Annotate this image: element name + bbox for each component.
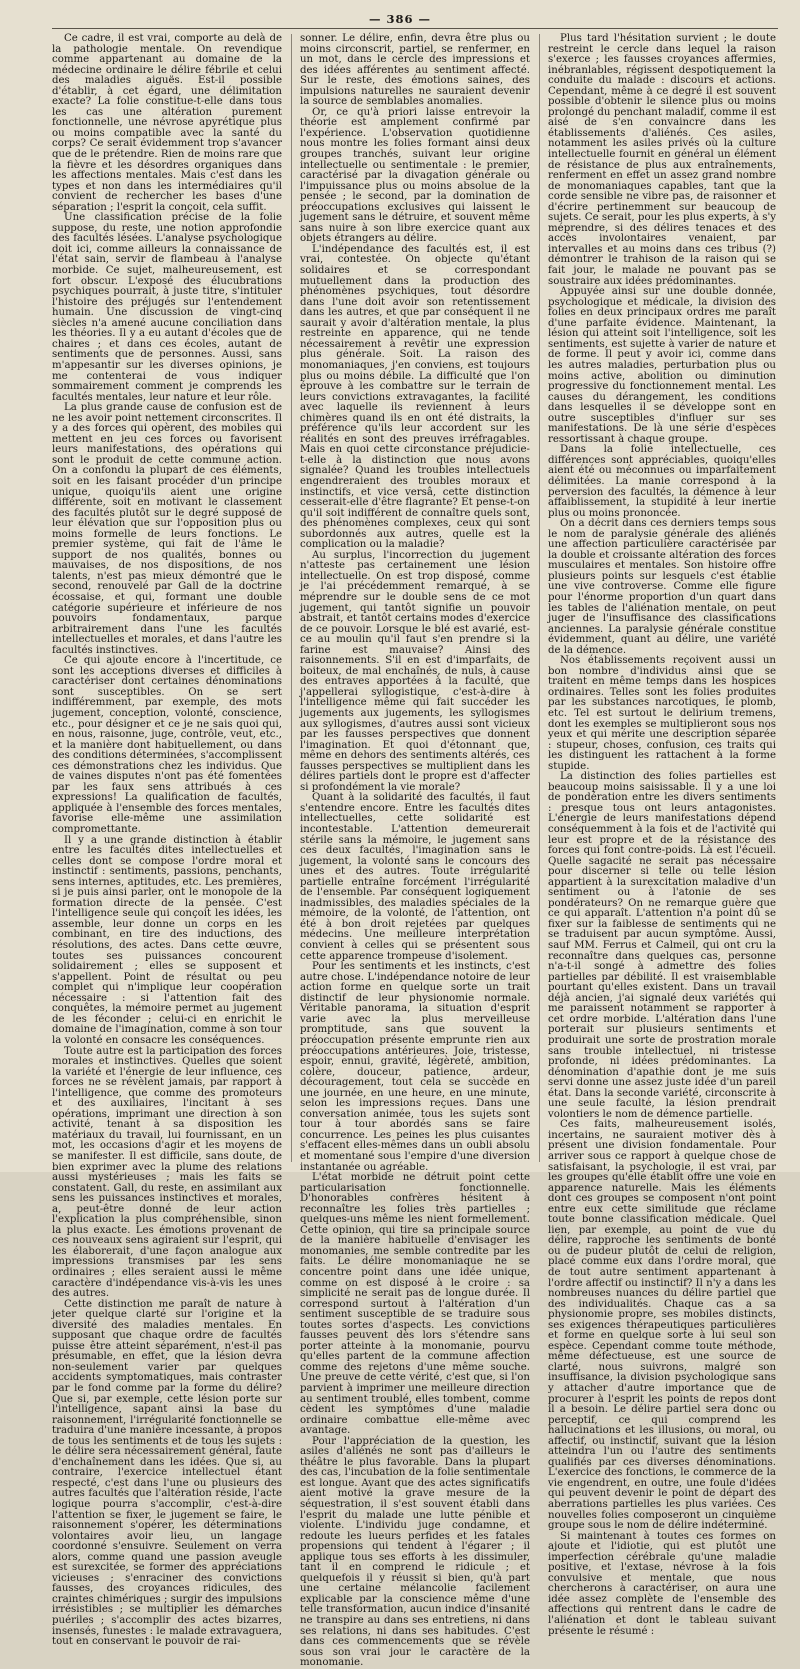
paragraph: Quant à la solidarité des facultés, il faut s'entendre encore. Entre les facultés dites intellectuelles, cette solidarité est incontestable. L'attention demeurerait stérile sans la mémoire, le jugement sans ces deux facultés, l'imagination sans le jugement, la volonté sans le concours des unes et des autres. Toute irrégularité partielle entraîne forcément l'irrégularité de l'ensemble. Par conséquent logiquement inadmissibles, des maladies spéciales de la mémoire, de la volonté, de l'attention, ont été à bon droit rejetées par quelques médecins. Une meilleure interprétation convient à celles qui se présentent sous cette apparence trompeuse d'isolement. — [300, 792, 530, 962]
header-rule — [52, 28, 778, 29]
paragraph: Toute autre est la participation des forces morales et instinctives. Quelles que soient la variété et l'énergie de leur influence, ces forces ne se révèlent jamais, par rapport à l'intelligence, que comme des promoteurs et des auxiliaires, l'incitant à ses opérations, imprimant une direction à son activité, tenant à sa disposition les matériaux du travail, lui fournissant, en un mot, les occasions d'agir et les moyens de se manifester. Il est difficile, sans doute, de bien exprimer avec la plume des relations aussi mystérieuses ; mais les faits se constatent. Gall, du reste, en assimilant aux sens les puissances instinctives et morales, a, peut-être donné de leur action l'explication la plus compréhensible, sinon la plus exacte. Les émotions provenant de ces nouveaux sens agiraient sur l'esprit, qui les élaborerait, d'une façon analogue aux impressions transmises par les sens ordinaires ; elles seraient aussi le même caractère d'indépendance vis-à-vis les unes des autres. — [52, 1045, 282, 1300]
text-column-left — [52, 33, 282, 1648]
column-divider — [291, 34, 292, 1162]
paragraph: Il y a une grande distinction à établir entre les facultés dites intellectuelles et celles dont se compose l'ordre moral et instinctif : sentiments, passions, penchants, sens internes, aptitudes, etc. Les premières, si je puis ainsi parler, ont le monopole de la formation directe de la pensée. C'est l'intelligence seule qui conçoit les idées, les assemble, leur donne un corps en les combinant, en tire des inductions, des résolutions, des actes. Dans cette œuvre, toutes ses puissances concourent solidairement ; elles se supposent et s'appellent. Point de résultat ou peu complet qui n'implique leur coopération nécessaire : si l'attention fait des conquêtes, la mémoire permet au jugement de les féconder ; celui-ci en enrichit le domaine de l'imagination, comme à son tour la volonté en consacre les conséquences. — [52, 834, 282, 1046]
paragraph: Au surplus, l'incorrection du jugement n'atteste pas certainement une lésion intellectuelle. On est trop disposé, comme je l'ai précédemment remarqué, à se méprendre sur le double sens de ce mot jugement, qui tantôt signifie un pouvoir abstrait, et tantôt certains modes d'exercice de ce pouvoir. Lorsque le blé est avarié, est-ce au moulin qu'il faut s'en prendre si la farine est mauvaise? Ainsi des raisonnements. S'il en est d'imparfaits, de boiteux, de mal enchaînés, de nuls, à cause des entraves apportées à la faculté, que j'appellerai syllogistique, c'est-à-dire à l'intelligence même qui fait succéder les jugements aux jugements, les syllogismes aux syllogismes, d'autres aussi sont vicieux par les fausses perspectives que donnent l'imagination. Et quoi d'étonnant que, même en dehors des sentiments altérés, ces fausses perspectives se multiplient dans les délires partiels dont le propre est d'affecter si profondément la vie morale? — [300, 549, 530, 793]
page-number: — 386 — — [368, 12, 431, 26]
paragraph: On a décrit dans ces derniers temps sous le nom de paralysie générale des aliénés une affection particulière caractérisée par la double et croissante altération des forces musculaires et mentales. Son histoire offre plusieurs points sur lesquels c'est établie une vive controverse. Comme elle figure pour l'énorme proportion d'un quart dans les tables de l'aliénation mentale, on peut juger de l'insuffisance des classifications anciennes. La paralysie générale constitue évidemment, quant au délire, une variété de la démence. — [548, 518, 776, 656]
paragraph: Plus tard l'hésitation survient ; le doute restreint le cercle dans lequel la raison s'exerce ; les fausses croyances affermies, inébranlables, régissent despotiquement la conduite du malade : discours et actions. Cependant, même à ce degré il est souvent possible d'obtenir le silence plus ou moins prolongé du penchant maladif, comme il est aisé de s'en convaincre dans les établissements d'aliénés. Ces asiles, notamment les asiles privés où la culture intellectuelle fournit en général un élément de résistance de plus aux entraînements, renferment en effet un assez grand nombre de monomaniaques capables, tant que la corde sensible ne vibre pas, de raisonner et d'écrire pertinemment sur beaucoup de sujets. Ce serait, pour les plus experts, à s'y méprendre, si des délires tenaces et des accès involontaires venaient, par intervalles et au moins dans ces tribus (?) démontrer le trahison de la raison qui se fait jour, le malade ne pouvant pas se soustraire aux idées prédominantes. — [548, 33, 776, 287]
paragraph: Cette distinction me paraît de nature à jeter quelque clarté sur l'origine et la diversité des maladies mentales. En supposant que chaque ordre de facultés puisse être atteint séparément, n'est-il pas présumable, en effet, que la lésion devra non-seulement varier par quelques accidents symptomatiques, mais contraster par le fond comme par la forme du délire? Que si, par exemple, cette lésion porte sur l'intelligence, sapant ainsi la base du raisonnement, l'irrégularité fonctionnelle se traduira d'une manière incessante, à propos de tous les sentiments et de tous les sujets : le délire sera nécessairement général, faute d'enchaînement dans les idées. Que si, au contraire, l'exercice intellectuel étant respecté, c'est dans l'une ou plusieurs des autres facultés que l'altération réside, l'acte logique pourra s'accomplir, c'est-à-dire l'attention se fixer, le jugement se faire, le raisonnement s'opérer, les déterminations volontaires avoir lieu, un langage coordonné s'ensuivre. Seulement on verra alors, comme quand une passion aveugle est surexcitée, se former des appréciations vicieuses ; s'enraciner des convictions fausses, des croyances ridicules, des craintes chimériques ; surgir des impulsions irrésistibles ; se multiplier les démarches puériles ; s'accomplir des actes bizarres, insensés, funestes : le malade extravaguera, tout en conservant le pouvoir de rai- — [52, 1298, 282, 1648]
paragraph: Pour les sentiments et les instincts, c'est autre chose. L'indépendance notoire de leur action forme en quelque sorte un trait distinctif de leur physionomie normale. Véritable panorama, la situation d'esprit varie avec la plus merveilleuse promptitude, sans que souvent la préoccupation présente emprunte rien aux préoccupations antérieures. Joie, tristesse, espoir, ennui, gravité, légèreté, ambition, colère, douceur, patience, ardeur, découragement, tout cela se succède en une journée, en une heure, en une minute, selon les impressions reçues. Dans une conversation animée, tous les sujets sont tour à tour abordés sans se faire concurrence. Les peines les plus cuisantes s'effacent elles-mêmes dans un oubli absolu et momentané sous l'empire d'une diversion instantanée ou agréable. — [300, 961, 530, 1173]
paragraph: La plus grande cause de confusion est de ne les avoir point nettement circonscrites. Il y a des forces qui opèrent, des mobiles qui mettent en jeu ces forces ou favorisent leurs manifestations, des opérations qui sont le produit de cette commune action. On a confondu la plupart de ces éléments, soit en les faisant procéder d'un principe unique, quoiqu'ils aient une origine différente, soit en motivant le classement des facultés plutôt sur le degré supposé de leur élévation que sur l'opposition plus ou moins formelle de leurs fonctions. Le premier système, qui fait de l'âme le support de nos qualités, bonnes ou mauvaises, de nos dispositions, de nos talents, n'est pas mieux démontré que le second, renouvelé par Gall de la doctrine écossaise, et qui, formant une double catégorie supérieure et inférieure de nos pouvoirs fondamentaux, parque arbitrairement dans l'une les facultés intellectuelles et morales, et dans l'autre les facultés instinctives. — [52, 402, 282, 656]
paragraph: Si maintenant à toutes ces formes on ajoute et l'idiotie, qui est plutôt une imperfection cérébrale qu'une maladie positive, et l'extase, névrose à la fois convulsive et mentale, que nous chercherons à caractériser, on aura une idée assez complète de l'ensemble des affections qui rentrent dans le cadre de l'aliénation et dont le tableau suivant présente le résumé : — [548, 1530, 776, 1637]
column-divider — [539, 34, 540, 1162]
paragraph: Pour l'appréciation de la question, les asiles d'aliénés ne sont pas d'ailleurs le théâtre le plus favorable. Dans la plupart des cas, l'incubation de la folie sentimentale est longue. Avant que des actes significatifs aient motivé la grave mesure de la séquestration, il s'est souvent établi dans l'esprit du malade une lutte pénible et violente. L'individu juge condamne, et redoute les lueurs perfides et les fatales propensions qui tendent à l'égarer ; il applique tous ses efforts à les dissimuler, tant il en comprend le ridicule ; et quelquefois il y réussit si bien, qu'à part une certaine mélancolie facilement explicable par la conscience même d'une telle transformation, aucun indice d'insanité ne transpire au dans ses entretiens, ni dans ses relations, ni dans ses habitudes. C'est dans ces commencements que se révèle sous son vrai jour le caractère de la monomanie. — [300, 1435, 530, 1669]
paragraph: Ce qui ajoute encore à l'incertitude, ce sont les acceptions diverses et difficiles à caractériser dont certaines dénominations sont susceptibles. On se sert indifféremment, par exemple, des mots jugement, conception, volonté, conscience, etc., pour désigner et ce je ne sais quoi qui, en nous, raisonne, juge, contrôle, veut, etc., et la manière dont habituellement, ou dans des conditions déterminées, s'accomplissent ces démonstrations chez les individus. Que de vaines disputes n'ont pas été fomentées par les faux sens attribués à ces expressions! La qualification de facultés, appliquée à l'ensemble des forces mentales, favorise elle-même une assimilation compromettante. — [52, 655, 282, 836]
text-column-right — [548, 33, 776, 1637]
paragraph: L'état morbide ne détruit point cette particularisation fonctionnelle. D'honorables confrères hésitent à reconnaître les folies très partielles ; quelques-uns même les nient formellement. Cette opinion, qui tire sa principale source de la manière habituelle d'envisager les monomanies, me semble contredite par les faits. Le délire monomaniaque ne se concentre point dans une idée unique, comme on est disposé à le croire : sa simplicité ne serait pas de longue durée. Il correspond surtout à l'altération d'un sentiment susceptible de se traduire sous toutes sortes d'aspects. Les convictions fausses peuvent dès lors s'étendre sans porter atteinte à la monomanie, pourvu qu'elles partent de la commune affection comme des rejetons d'une même souche. Une preuve de cette vérité, c'est que, si l'on parvient à imprimer une meilleure direction au sentiment troublé, elles tombent, comme cèdent les symptômes d'une maladie ordinaire combattue elle-même avec avantage. — [300, 1172, 530, 1437]
paragraph: Nos établissements reçoivent aussi un bon nombre d'individus ainsi que se traitent en même temps dans les hospices ordinaires. Telles sont les folies produites par les substances narcotiques, le plomb, etc. Tel est surtout le delirium tremens, dont les exemples se multiplieront sous nos yeux et qui mérite une description séparée : stupeur, choses, confusion, ces traits qui les distinguent les rattachent à la forme stupide. — [548, 655, 776, 772]
paragraph: Dans la folie intellectuelle, ces différences sont appréciables, quoiqu'elles aient été ou méconnues ou imparfaitement délimitées. La manie correspond à la perversion des facultés, la démence à leur affaiblissement, la stupidité à leur inertie plus ou moins prononcée. — [548, 444, 776, 519]
paragraph: sonner. Le délire, enfin, devra être plus ou moins circonscrit, partiel, se renfermer, en un mot, dans le cercle des impressions et des idées afférentes au sentiment affecté. Sur le reste, des émotions saines, des impulsions naturelles ne sauraient devenir la source de semblables anomalies. — [300, 33, 530, 108]
paragraph: Appuyée ainsi sur une double donnée, psychologique et médicale, la division des folies en deux principaux ordres me paraît d'une parfaite évidence. Maintenant, la lésion qui atteint soit l'intelligence, soit les sentiments, est sujette à varier de nature et de forme. Il peut y avoir ici, comme dans les autres maladies, perturbation plus ou moins active, abolition ou diminution progressive du fonctionnement mental. Les causes du dérangement, les conditions dans lesquelles il se développe sont en outre susceptibles d'influer sur ses manifestations. De là une série d'espèces ressortissant à chaque groupe. — [548, 286, 776, 445]
paragraph: L'indépendance des facultés est, il est vrai, contestée. On objecte qu'étant solidaires et se correspondant mutuellement dans la production des phénomènes psychiques, tout désordre dans l'une doit avoir son retentissement dans les autres, et que par conséquent il ne saurait y avoir d'altération mentale, la plus restreinte en apparence, qui ne tende nécessairement à revêtir une expression plus générale. Soit. La raison des monomaniaques, j'en conviens, est toujours plus ou moins débile. La difficulté que l'on éprouve à les combattre sur le terrain de leurs convictions extravagantes, la facilité avec laquelle ils reviennent à leurs chimères quand ils en ont été distraits, la préférence qu'ils leur accordent sur les réalités en sont des preuves irréfragables. Mais en quoi cette circonstance préjudicie-t-elle à la distinction que nous avons signalée? Quand les troubles intellectuels engendreraient des troubles moraux et instinctifs, et vice versâ, cette distinction cesserait-elle d'être flagrante? Et pense-t-on qu'il soit indifférent de connaître quels sont, des phénomènes complexes, ceux qui sont subordonnés aux autres, quelle est la complication ou la maladie? — [300, 243, 530, 551]
text-column-middle — [300, 33, 530, 1669]
paragraph: Une classification précise de la folie suppose, du reste, une notion approfondie des facultés lésées. L'analyse psychologique doit ici, comme ailleurs la connaissance de l'état sain, servir de flambeau à l'analyse morbide. Ce sujet, malheureusement, est fort obscur. L'exposé des élucubrations psychiques pourrait, à juste titre, s'intituler l'histoire des préjugés sur l'entendement humain. Une discussion de vingt-cinq siècles n'a amené aucune conciliation dans les théories. Il y a eu autant d'écoles que de chaires ; et dans ces écoles, autant de sentiments que de personnes. Aussi, sans m'appesantir sur les diverses opinions, je me contenterai de vous indiquer sommairement comment je comprends les facultés mentales, leur nature et leur rôle. — [52, 212, 282, 403]
paragraph: La distinction des folies partielles est beaucoup moins saisissable. Il y a une loi de pondération entre les divers sentiments : presque tous ont leurs antagonistes. L'énergie de leurs manifestations dépend conséquemment à la fois et de l'activité qui leur est propre et de la résistance des forces qui font contre-poids. Là est l'écueil. Quelle sagacité ne serait pas nécessaire pour discerner si telle ou telle lésion appartient à la surexcitation maladive d'un sentiment ou à l'atonie de ses pondérateurs? On ne remarque guère que ce qui apparaît. L'attention n'a point dû se fixer sur la faiblesse de sentiments qui ne se traduisent par aucun symptôme. Aussi, sauf MM. Ferrus et Calmeil, qui ont cru la reconnaître dans quelques cas, personne n'a-t-il songé à admettre des folies partielles par débilité. Il est vraisemblable pourtant qu'elles existent. Dans un travail déjà ancien, j'ai signalé deux variétés qui me paraissent notamment se rapporter à cet ordre morbide. L'altération dans l'une porterait sur plusieurs sentiments et produirait une sorte de prostration morale sans trouble intellectuel, ni tristesse profonde, ni idées prédominantes. La dénomination d'apathie dont je me suis servi donne une assez juste idée d'un pareil état. Dans la seconde variété, circonscrite à une seule faculté, la lésion prendrait volontiers le nom de démence partielle. — [548, 771, 776, 1120]
paragraph: Or, ce qu'à priori laisse entrevoir la théorie est amplement confirmé par l'expérience. L'observation quotidienne nous montre les folies formant ainsi deux groupes tranchés, suivant leur origine intellectuelle ou sentimentale : le premier, caractérisé par la divagation générale ou l'impuissance plus ou moins absolue de la pensée ; le second, par la domination de préoccupations exclusives qui laissent le jugement sans le détruire, et souvent même sans nuire à son libre exercice quant aux objets étrangers au délire. — [300, 106, 530, 245]
paragraph: Ces faits, malheureusement isolés, incertains, ne sauraient motiver dès à présent une division fondamentale. Pour arriver sous ce rapport à quelque chose de satisfaisant, la psychologie, il est vrai, par les groupes qu'elle établit offre une voie en apparence naturelle. Mais les éléments dont ces groupes se composent n'ont point entre eux cette similitude que réclame toute bonne classification médicale. Quel lien, par exemple, au point de vue du délire, rapproche les sentiments de bonté ou de pudeur plutôt de celui de religion, placé comme eux dans l'ordre moral, que de tout autre sentiment appartenant à l'ordre affectif ou instinctif? Il n'y a dans les nombreuses nuances du délire partiel que des individualités. Chaque cas a sa physionomie propre, ses mobiles distincts, ses exigences thérapeutiques particulières et forme en quelque sorte à lui seul son espèce. Cependant comme toute méthode, même défectueuse, est une source de clarté, nous suivrons, malgré son insuffisance, la division psychologique sans y attacher d'autre importance que de procurer à l'esprit les points de repos dont il a besoin. Le délire partiel sera donc ou perceptif, ce qui comprend les hallucinations et les illusions, ou moral, ou affectif, ou instinctif, suivant que la lésion atteindra l'un ou l'autre des sentiments qualifiés par ces diverses dénominations. L'exercice des fonctions, le commerce de la vie engendrent, en outre, une foule d'idées qui peuvent devenir le point de départ des aberrations partielles les plus variées. Ces nouvelles folies composeront un cinquième groupe sous le nom de délire indéterminé. — [548, 1119, 776, 1532]
paragraph: Ce cadre, il est vrai, comporte au delà de la pathologie mentale. On revendique comme appartenant au domaine de la médecine ordinaire le délire fébrile et celui des maladies aiguës. Est-il possible d'établir, à cet égard, une délimitation exacte? La folie constitue-t-elle dans tous les cas une altération purement fonctionnelle, une névrose apyrétique plus ou moins compatible avec la santé du corps? Ce serait évidemment trop s'avancer que de le prétendre. Rien de moins rare que la fièvre et les désordres organiques dans les affections mentales. Mais c'est dans les types et non dans les intermédiaires qu'il convient de rechercher les bases d'une séparation ; l'esprit la conçoit, cela suffit. — [52, 33, 282, 213]
